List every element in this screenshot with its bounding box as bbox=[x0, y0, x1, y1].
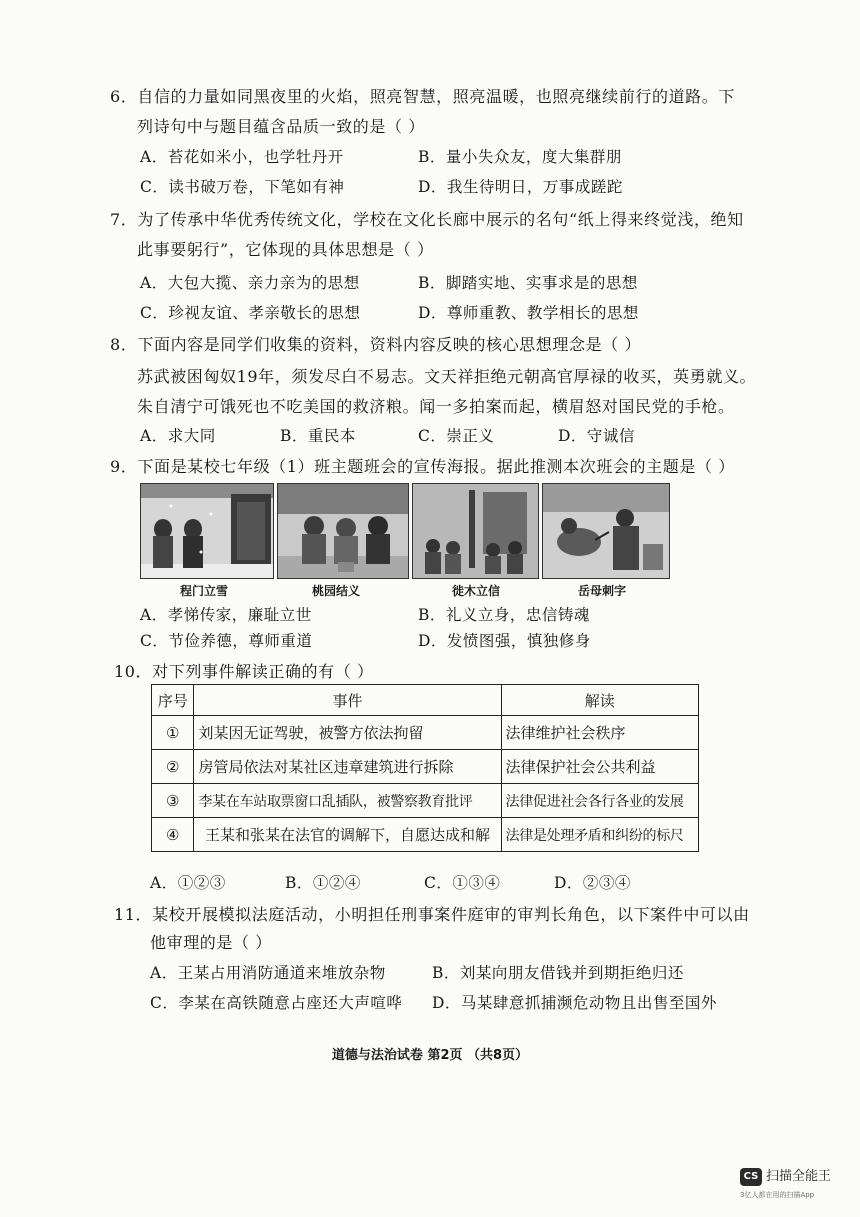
table-row bbox=[152, 750, 699, 784]
image-yuemu-cizi bbox=[542, 483, 670, 579]
table-row bbox=[152, 818, 699, 852]
row-number: ④ bbox=[152, 818, 194, 852]
row-event: 李某在车站取票窗口乱插队，被警察教育批评 bbox=[194, 784, 501, 818]
q7-option-c: C．珍视友谊、孝亲敬长的思想 bbox=[140, 304, 361, 322]
q6-option-d: D．我生待明日，万事成蹉跎 bbox=[418, 178, 623, 196]
q10-events-table bbox=[151, 684, 699, 852]
q6-option-a: A．苔花如米小，也学牡丹开 bbox=[140, 148, 344, 166]
q9-option-a: A．孝悌传家，廉耻立世 bbox=[140, 606, 312, 624]
q11-stem-line1: 11．某校开展模拟法庭活动，小明担任刑事案件庭审的审判长角色，以下案件中可以由 bbox=[114, 905, 750, 924]
q6-option-c: C．读书破万卷，下笔如有神 bbox=[140, 178, 345, 196]
q11-option-d: D．马某肆意抓捕濒危动物且出售至国外 bbox=[432, 994, 717, 1012]
q7-option-d: D．尊师重教、教学相长的思想 bbox=[418, 304, 639, 322]
q6-stem-line2: 列诗句中与题目蕴含品质一致的是（ ） bbox=[137, 117, 425, 136]
image-chengmen-lixue bbox=[140, 483, 274, 579]
header-interpretation: 解读 bbox=[501, 685, 698, 716]
q6-option-b: B．量小失众友，度大集群朋 bbox=[418, 148, 622, 166]
q7-option-a: A．大包大揽、亲力亲为的思想 bbox=[140, 274, 360, 292]
q11-option-a: A．王某占用消防通道来堆放杂物 bbox=[150, 964, 386, 982]
row-interpretation: 法律促进社会各行各业的发展 bbox=[501, 784, 698, 818]
q8-material-line2: 朱自清宁可饿死也不吃美国的救济粮。闻一多拍案而起，横眉怒对国民党的手枪。 bbox=[137, 397, 735, 416]
camscanner-name: 扫描全能王 bbox=[766, 1169, 832, 1184]
table-row bbox=[152, 716, 699, 750]
row-interpretation: 法律保护社会公共利益 bbox=[501, 750, 698, 784]
q10-option-c: C．①③④ bbox=[424, 874, 501, 892]
q8-option-c: C．崇正义 bbox=[418, 427, 495, 445]
caption-yuemu-cizi: 岳母刺字 bbox=[578, 584, 627, 598]
q10-option-a: A．①②③ bbox=[150, 874, 226, 892]
q10-stem-line1: 10．对下列事件解读正确的有（ ） bbox=[114, 662, 374, 681]
row-number: ② bbox=[152, 750, 194, 784]
q9-stem-line1: 9．下面是某校七年级（1）班主题班会的宣传海报。据此推测本次班会的主题是（ ） bbox=[110, 457, 735, 476]
q6-stem-line1: 6．自信的力量如同黑夜里的火焰，照亮智慧，照亮温暖，也照亮继续前行的道路。下 bbox=[110, 87, 735, 106]
caption-chengmen-lixue: 程门立雪 bbox=[180, 584, 229, 598]
q11-option-c: C．李某在高铁随意占座还大声喧哗 bbox=[150, 994, 403, 1012]
caption-xumu-lixin: 徙木立信 bbox=[452, 584, 501, 598]
row-event: 房管局依法对某社区违章建筑进行拆除 bbox=[194, 750, 501, 784]
q8-option-b: B．重民本 bbox=[280, 427, 356, 445]
q8-stem-line1: 8．下面内容是同学们收集的资料，资料内容反映的核心思想理念是（ ） bbox=[110, 335, 642, 354]
header-number: 序号 bbox=[152, 685, 194, 716]
q10-option-b: B．①②④ bbox=[285, 874, 361, 892]
q9-option-c: C．节俭养德，尊师重道 bbox=[140, 632, 313, 650]
image-xumu-lixin bbox=[412, 483, 539, 579]
table-header-row bbox=[152, 685, 699, 716]
table-row bbox=[152, 784, 699, 818]
header-event: 事件 bbox=[194, 685, 501, 716]
row-interpretation: 法律是处理矛盾和纠纷的标尺 bbox=[501, 818, 698, 852]
row-interpretation: 法律维护社会秩序 bbox=[501, 716, 698, 750]
q10-option-d: D．②③④ bbox=[554, 874, 631, 892]
q11-option-b: B．刘某向朋友借钱并到期拒绝归还 bbox=[432, 964, 684, 982]
row-number: ③ bbox=[152, 784, 194, 818]
q9-poster-images bbox=[140, 483, 670, 579]
row-event: 王某和张某在法官的调解下，自愿达成和解 bbox=[194, 818, 501, 852]
q8-material-line1: 苏武被困匈奴19年，须发尽白不易志。文天祥拒绝元朝高官厚禄的收买，英勇就义。 bbox=[137, 367, 757, 386]
page-footer: 道德与法治试卷 第2页 （共8页） bbox=[331, 1048, 529, 1063]
q7-stem-line1: 7．为了传承中华优秀传统文化，学校在文化长廊中展示的名句“纸上得来终觉浅，绝知 bbox=[110, 210, 744, 229]
row-event: 刘某因无证驾驶，被警方依法拘留 bbox=[194, 716, 501, 750]
q9-option-b: B．礼义立身，忠信铸魂 bbox=[418, 606, 590, 624]
camscanner-logo: CS bbox=[740, 1168, 762, 1186]
scanner-watermark bbox=[740, 1168, 850, 1208]
camscanner-tagline: 3亿人都在用的扫描App bbox=[740, 1191, 815, 1199]
q7-option-b: B．脚踏实地、实事求是的思想 bbox=[418, 274, 638, 292]
q11-stem-line2: 他审理的是（ ） bbox=[150, 933, 272, 952]
q9-option-d: D．发愤图强，慎独修身 bbox=[418, 632, 591, 650]
q7-stem-line2: 此事要躬行”，它体现的具体思想是（ ） bbox=[137, 240, 434, 259]
caption-taoyuan-jieyi: 桃园结义 bbox=[312, 584, 361, 598]
q8-option-d: D．守诚信 bbox=[558, 427, 635, 445]
row-number: ① bbox=[152, 716, 194, 750]
q8-option-a: A．求大同 bbox=[140, 427, 216, 445]
image-taoyuan-jieyi bbox=[277, 483, 409, 579]
